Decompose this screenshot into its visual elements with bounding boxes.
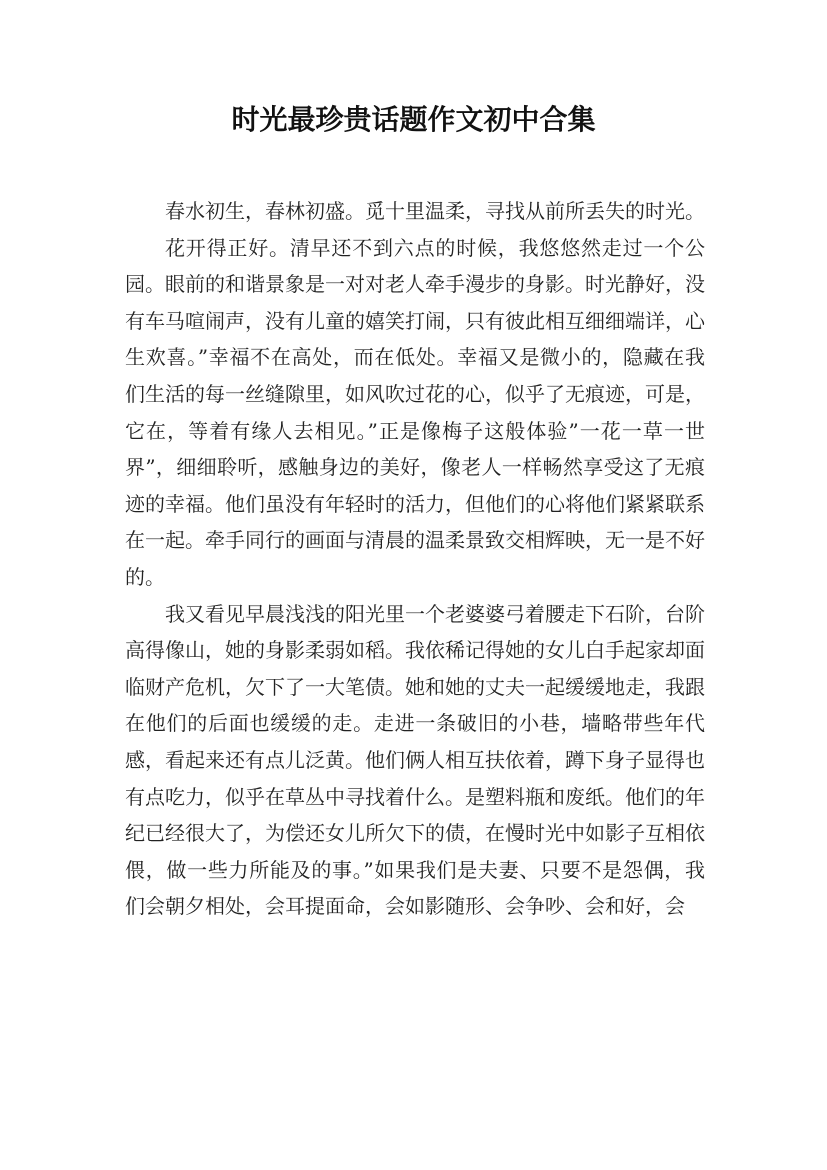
paragraph-3: 我又看见早晨浅浅的阳光里一个老婆婆弓着腰走下石阶，台阶高得像山，她的身影柔弱如稻。我依稀记得她的女儿白手起家却面临财产危机，欠下了一大笔债。她和她的丈夫一起缓缓地走，我跟在他们的后面也缓缓的走。走进一条破旧的小巷，墙略带些年代感，看起来还有点儿泛黄。他们俩人相互扶依着，蹲下身子显得也有点吃力，似乎在草丛中寻找着什么。是塑料瓶和废纸。他们的年纪已经很大了，为偿还女儿所欠下的债，在慢时光中如影子互相依偎，做一些力所能及的事。”如果我们是夫妻、只要不是怨偶，我们会朝夕相处，会耳提面命，会如影随形、会争吵、会和好，会: [125, 601, 705, 919]
paragraph-2: 花开得正好。清早还不到六点的时候，我悠悠然走过一个公园。眼前的和谐景象是一对对老人牵手漫步的身影。时光静好，没有车马喧闹声，没有儿童的嬉笑打闹，只有彼此相互细细端详，心生欢喜。”幸福不在高处，而在低处。幸福又是微小的，隐藏在我们生活的每一丝缝隙里，如风吹过花的心，似乎了无痕迹，可是，它在，等着有缘人去相见。”正是像梅子这般体验”一花一草一世界”，细细聆听，感触身边的美好，像老人一样畅然享受这了无痕迹的幸福。他们虽没有年轻时的活力，但他们的心将他们紧紧联系在一起。牵手同行的画面与清晨的温柔景致交相辉映，无一是不好的。: [125, 235, 705, 589]
paragraph-1: 春水初生，春林初盛。觅十里温柔，寻找从前所丢失的时光。: [165, 199, 705, 223]
document-title: 时光最珍贵话题作文初中合集: [231, 103, 596, 136]
document-body: [125, 193, 705, 925]
